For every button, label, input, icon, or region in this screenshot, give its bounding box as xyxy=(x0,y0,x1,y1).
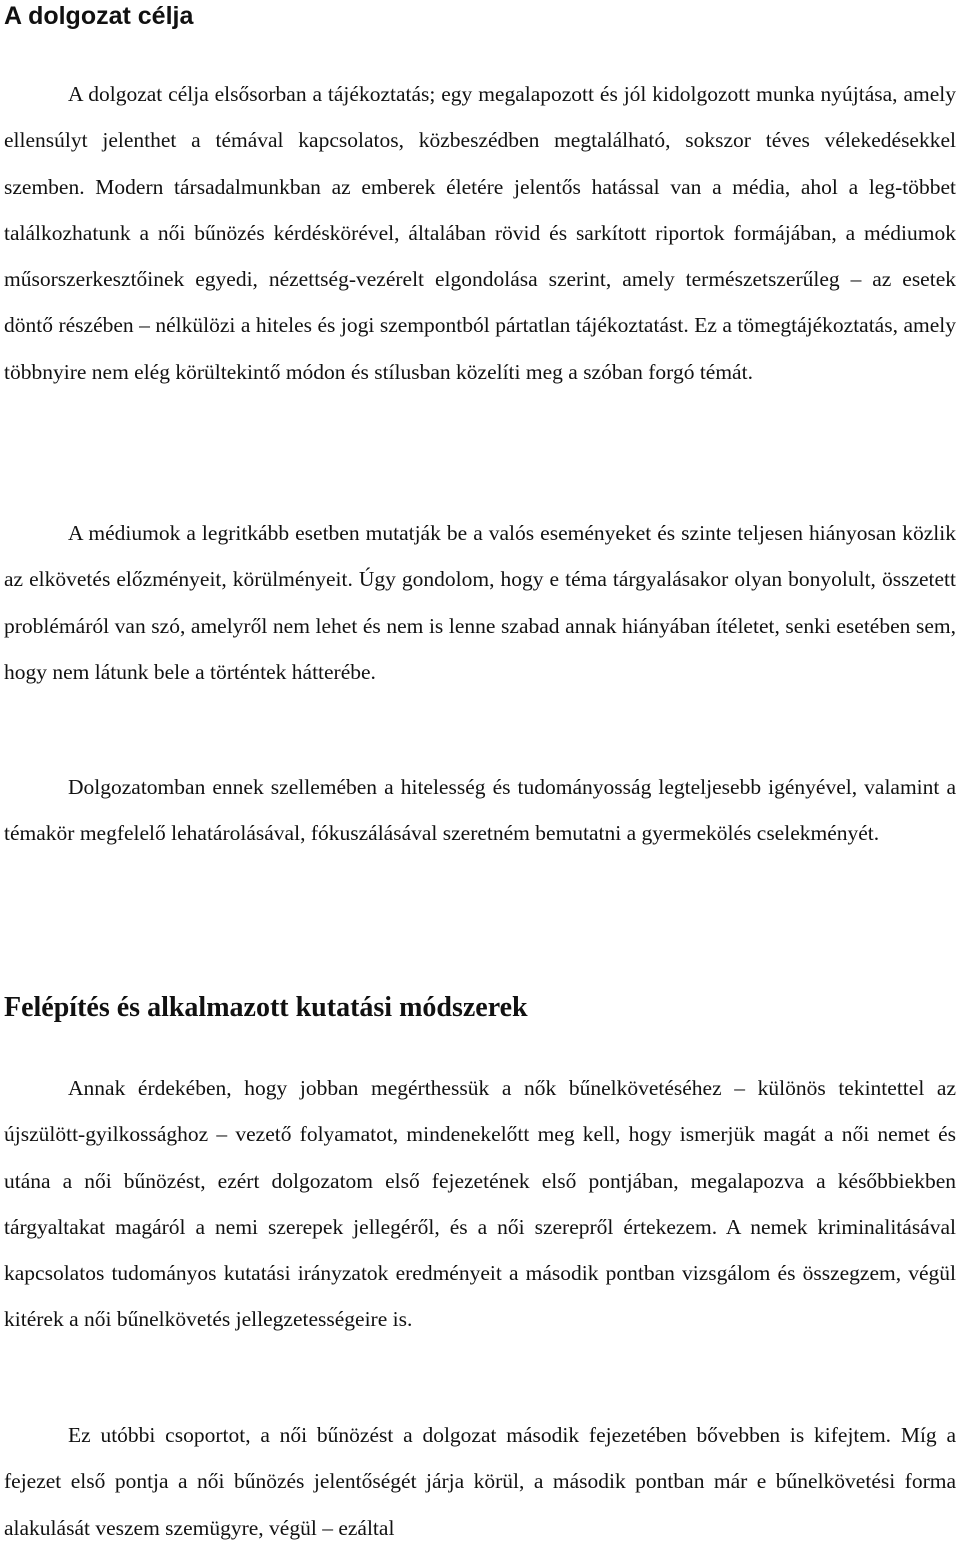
paragraph-aims-2: A médiumok a legritkább esetben mutatják be a valós eseményeket és szinte teljesen hiányosan közlik az elkövetés előzményeit, körülményeit. Úgy gondolom, hogy e téma tárgyalásakor olyan bonyolult, összetett problémáról van szó, amelyről nem lehet és nem is lenne szabad annak hiányában ítéletet, senki esetében sem, hogy nem látunk bele a történtek hátterébe. xyxy=(4,521,956,684)
paragraph-structure-1: Annak érdekében, hogy jobban megérthessük a nők bűnelkövetéséhez – különös tekintettel az újszülött-gyilkossághoz – vezető folyamatot, mindenekelőtt meg kell, hogy ismerjük magát a női nemet és utána a női bűnözést, ezért dolgozatom első fejezetének első pontjában, megalapozva a későbbiekben tárgyaltakat magáról a nemi szerepek jellegéről, és a női szerepről értekezem. A nemek kriminalitásával kapcsolatos tudományos kutatási irányzatok eredményeit a második pontban vizsgálom és összegzem, végül kitérek a női bűnelkövetés jellegzetességeire is. xyxy=(4,1076,956,1332)
section-title-aims: A dolgozat célja xyxy=(4,2,194,30)
section-title-structure: Felépítés és alkalmazott kutatási módszerek xyxy=(4,992,528,1023)
paragraph-aims-3: Dolgozatomban ennek szellemében a hitelesség és tudományosság legteljesebb igényével, valamint a témakör megfelelő lehatárolásával, fókuszálásával szeretném bemutatni a gyermekölés cselekményét. xyxy=(4,775,956,846)
paragraph-aims-1: A dolgozat célja elsősorban a tájékoztatás; egy megalapozott és jól kidolgozott munka nyújtása, amely ellensúlyt jelenthet a témával kapcsolatos, közbeszédben megtalálható, sokszor téves vélekedésekkel szemben. Modern társadalmunkban az emberek életére jelentős hatással van a média, ahol a leg-többet találkozhatunk a női bűnözés kérdéskörével, általában rövid és sarkított riportok formájában, a médiumok műsorszerkesztőinek egyedi, nézettség-vezérelt elgondolása szerint, amely természetszerűleg – az esetek döntő részében – nélkülözi a hiteles és jogi szempontból pártatlan tájékoztatást. Ez a tömegtájékoztatás, amely többnyire nem elég körültekintő módon és stílusban közelíti meg a szóban forgó témát. xyxy=(4,82,956,384)
paragraph-structure-2: Ez utóbbi csoportot, a női bűnözést a dolgozat második fejezetében bővebben is kifejtem. Míg a fejezet első pontja a női bűnözés jelentőségét járja körül, a második pontban már e bűnelkövetési forma alakulását veszem szemügyre, végül – ezáltal xyxy=(4,1423,956,1540)
